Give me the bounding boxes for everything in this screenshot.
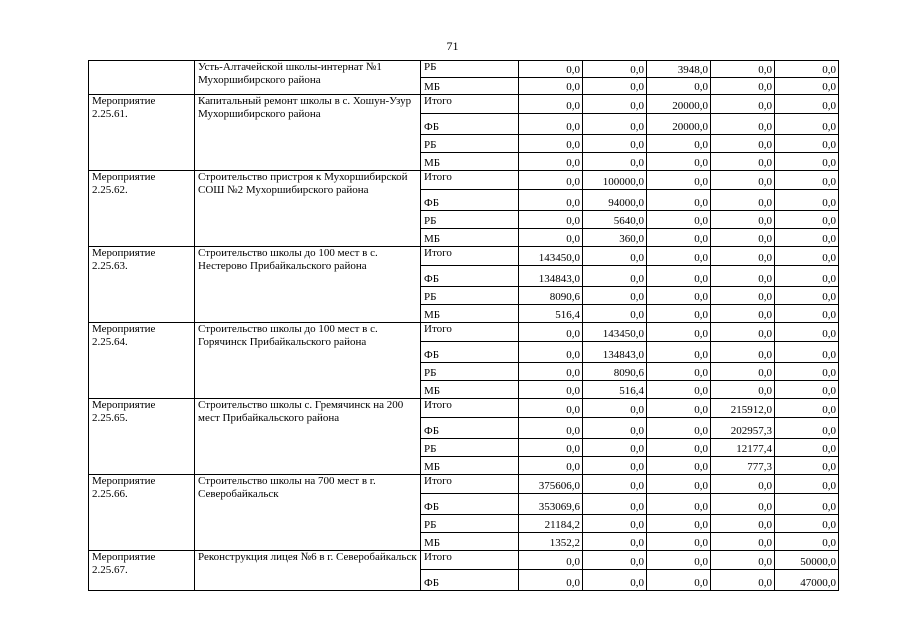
amount-cell-year-4: 0,0 — [711, 570, 775, 591]
amount-cell-year-2: 0,0 — [583, 135, 647, 153]
amount-cell-year-3: 0,0 — [647, 494, 711, 515]
table-row — [89, 171, 839, 190]
measure-title: Строительство пристроя к Мухоршибирской СОШ №2 Мухоршибирского района — [195, 171, 421, 247]
amount-cell-year-1: 8090,6 — [519, 287, 583, 305]
funding-source: МБ — [421, 229, 519, 247]
table-row — [89, 399, 839, 418]
amount-cell-year-4: 0,0 — [711, 381, 775, 399]
amount-cell-year-2: 0,0 — [583, 551, 647, 570]
funding-source: МБ — [421, 305, 519, 323]
funding-source: РБ — [421, 363, 519, 381]
funding-source: Итого — [421, 247, 519, 266]
funding-source: МБ — [421, 381, 519, 399]
amount-cell-year-1: 21184,2 — [519, 515, 583, 533]
amount-cell-year-4: 0,0 — [711, 190, 775, 211]
amount-cell-year-5: 0,0 — [775, 171, 839, 190]
funding-source: Итого — [421, 171, 519, 190]
measure-title: Строительство школы до 100 мест в с. Горячинск Прибайкальского района — [195, 323, 421, 399]
amount-cell-year-3: 20000,0 — [647, 95, 711, 114]
amount-cell-year-3: 0,0 — [647, 266, 711, 287]
measure-id: Мероприятие 2.25.65. — [89, 399, 195, 475]
funding-source: МБ — [421, 457, 519, 475]
measure-id: Мероприятие 2.25.61. — [89, 95, 195, 171]
amount-cell-year-2: 0,0 — [583, 457, 647, 475]
amount-cell-year-4: 777,3 — [711, 457, 775, 475]
funding-source: Итого — [421, 95, 519, 114]
amount-cell-year-1: 0,0 — [519, 570, 583, 591]
funding-source: Итого — [421, 399, 519, 418]
amount-cell-year-2: 134843,0 — [583, 342, 647, 363]
amount-cell-year-4: 0,0 — [711, 515, 775, 533]
amount-cell-year-3: 20000,0 — [647, 114, 711, 135]
amount-cell-year-4: 0,0 — [711, 323, 775, 342]
amount-cell-year-1: 0,0 — [519, 363, 583, 381]
amount-cell-year-1: 0,0 — [519, 551, 583, 570]
amount-cell-year-2: 0,0 — [583, 570, 647, 591]
amount-cell-year-2: 0,0 — [583, 287, 647, 305]
funding-source: РБ — [421, 515, 519, 533]
amount-cell-year-4: 0,0 — [711, 551, 775, 570]
table-row — [89, 247, 839, 266]
amount-cell-year-1: 0,0 — [519, 153, 583, 171]
amount-cell-year-5: 0,0 — [775, 153, 839, 171]
table-row — [89, 475, 839, 494]
amount-cell-year-5: 0,0 — [775, 305, 839, 323]
amount-cell-year-2: 0,0 — [583, 305, 647, 323]
amount-cell-year-5: 0,0 — [775, 247, 839, 266]
amount-cell-year-4: 215912,0 — [711, 399, 775, 418]
amount-cell-year-2: 0,0 — [583, 494, 647, 515]
amount-cell-year-5: 0,0 — [775, 229, 839, 247]
amount-cell-year-1: 0,0 — [519, 323, 583, 342]
funding-source: МБ — [421, 533, 519, 551]
amount-cell-year-1: 0,0 — [519, 95, 583, 114]
amount-cell-year-1: 353069,6 — [519, 494, 583, 515]
amount-cell-year-4: 0,0 — [711, 171, 775, 190]
amount-cell-year-5: 0,0 — [775, 515, 839, 533]
amount-cell-year-2: 0,0 — [583, 153, 647, 171]
amount-cell-year-3: 0,0 — [647, 381, 711, 399]
table-row — [89, 95, 839, 114]
amount-cell-year-3: 0,0 — [647, 551, 711, 570]
measure-id: Мероприятие 2.25.66. — [89, 475, 195, 551]
measure-id: Мероприятие 2.25.64. — [89, 323, 195, 399]
amount-cell-year-1: 0,0 — [519, 439, 583, 457]
amount-cell-year-5: 0,0 — [775, 323, 839, 342]
funding-source: МБ — [421, 153, 519, 171]
amount-cell-year-1: 0,0 — [519, 78, 583, 95]
amount-cell-year-4: 0,0 — [711, 363, 775, 381]
amount-cell-year-3: 0,0 — [647, 305, 711, 323]
amount-cell-year-1: 0,0 — [519, 171, 583, 190]
amount-cell-year-3: 0,0 — [647, 515, 711, 533]
amount-cell-year-2: 0,0 — [583, 399, 647, 418]
amount-cell-year-4: 0,0 — [711, 153, 775, 171]
amount-cell-year-1: 0,0 — [519, 381, 583, 399]
amount-cell-year-2: 0,0 — [583, 418, 647, 439]
table-row — [89, 323, 839, 342]
amount-cell-year-1: 0,0 — [519, 211, 583, 229]
amount-cell-year-3: 0,0 — [647, 153, 711, 171]
amount-cell-year-4: 0,0 — [711, 78, 775, 95]
amount-cell-year-1: 0,0 — [519, 135, 583, 153]
amount-cell-year-1: 375606,0 — [519, 475, 583, 494]
amount-cell-year-5: 0,0 — [775, 533, 839, 551]
amount-cell-year-4: 0,0 — [711, 342, 775, 363]
amount-cell-year-2: 0,0 — [583, 439, 647, 457]
amount-cell-year-1: 0,0 — [519, 399, 583, 418]
budget-table — [88, 60, 839, 591]
amount-cell-year-3: 3948,0 — [647, 61, 711, 78]
measure-id: Мероприятие 2.25.62. — [89, 171, 195, 247]
amount-cell-year-4: 0,0 — [711, 266, 775, 287]
measure-title: Капитальный ремонт школы в с. Хошун-Узур Мухоршибирского района — [195, 95, 421, 171]
funding-source: РБ — [421, 211, 519, 229]
amount-cell-year-5: 0,0 — [775, 342, 839, 363]
funding-source: ФБ — [421, 342, 519, 363]
amount-cell-year-5: 0,0 — [775, 287, 839, 305]
amount-cell-year-1: 0,0 — [519, 457, 583, 475]
amount-cell-year-5: 47000,0 — [775, 570, 839, 591]
amount-cell-year-3: 0,0 — [647, 287, 711, 305]
page-number: 71 — [446, 39, 459, 53]
amount-cell-year-3: 0,0 — [647, 171, 711, 190]
funding-source: ФБ — [421, 190, 519, 211]
amount-cell-year-4: 0,0 — [711, 61, 775, 78]
amount-cell-year-2: 0,0 — [583, 95, 647, 114]
amount-cell-year-5: 0,0 — [775, 475, 839, 494]
amount-cell-year-2: 0,0 — [583, 515, 647, 533]
amount-cell-year-5: 0,0 — [775, 381, 839, 399]
funding-source: МБ — [421, 78, 519, 95]
amount-cell-year-1: 0,0 — [519, 418, 583, 439]
amount-cell-year-3: 0,0 — [647, 475, 711, 494]
table-row — [89, 551, 839, 570]
amount-cell-year-2: 0,0 — [583, 266, 647, 287]
amount-cell-year-3: 0,0 — [647, 457, 711, 475]
table-row — [89, 61, 839, 78]
amount-cell-year-5: 0,0 — [775, 399, 839, 418]
amount-cell-year-3: 0,0 — [647, 418, 711, 439]
amount-cell-year-3: 0,0 — [647, 247, 711, 266]
amount-cell-year-1: 0,0 — [519, 342, 583, 363]
amount-cell-year-5: 0,0 — [775, 135, 839, 153]
measure-title: Усть-Алтачейской школы-интернат №1 Мухоршибирского района — [195, 61, 421, 95]
amount-cell-year-5: 0,0 — [775, 78, 839, 95]
amount-cell-year-4: 0,0 — [711, 211, 775, 229]
amount-cell-year-2: 5640,0 — [583, 211, 647, 229]
amount-cell-year-2: 516,4 — [583, 381, 647, 399]
amount-cell-year-4: 0,0 — [711, 247, 775, 266]
amount-cell-year-2: 0,0 — [583, 247, 647, 266]
amount-cell-year-3: 0,0 — [647, 78, 711, 95]
amount-cell-year-4: 0,0 — [711, 95, 775, 114]
amount-cell-year-3: 0,0 — [647, 229, 711, 247]
amount-cell-year-2: 0,0 — [583, 533, 647, 551]
funding-source: РБ — [421, 61, 519, 78]
amount-cell-year-5: 0,0 — [775, 494, 839, 515]
amount-cell-year-5: 0,0 — [775, 114, 839, 135]
amount-cell-year-2: 0,0 — [583, 475, 647, 494]
amount-cell-year-2: 143450,0 — [583, 323, 647, 342]
funding-source: ФБ — [421, 570, 519, 591]
amount-cell-year-2: 100000,0 — [583, 171, 647, 190]
funding-source: РБ — [421, 439, 519, 457]
funding-source: ФБ — [421, 266, 519, 287]
funding-source: Итого — [421, 551, 519, 570]
amount-cell-year-4: 0,0 — [711, 475, 775, 494]
amount-cell-year-5: 0,0 — [775, 190, 839, 211]
amount-cell-year-1: 516,4 — [519, 305, 583, 323]
amount-cell-year-5: 0,0 — [775, 439, 839, 457]
funding-source: ФБ — [421, 114, 519, 135]
amount-cell-year-4: 0,0 — [711, 135, 775, 153]
amount-cell-year-5: 0,0 — [775, 457, 839, 475]
amount-cell-year-3: 0,0 — [647, 323, 711, 342]
amount-cell-year-1: 0,0 — [519, 61, 583, 78]
measure-id: Мероприятие 2.25.63. — [89, 247, 195, 323]
amount-cell-year-3: 0,0 — [647, 399, 711, 418]
amount-cell-year-4: 0,0 — [711, 305, 775, 323]
funding-source: Итого — [421, 323, 519, 342]
amount-cell-year-5: 0,0 — [775, 95, 839, 114]
amount-cell-year-1: 0,0 — [519, 229, 583, 247]
amount-cell-year-2: 94000,0 — [583, 190, 647, 211]
amount-cell-year-2: 360,0 — [583, 229, 647, 247]
amount-cell-year-4: 0,0 — [711, 229, 775, 247]
amount-cell-year-5: 0,0 — [775, 211, 839, 229]
amount-cell-year-2: 0,0 — [583, 114, 647, 135]
amount-cell-year-5: 0,0 — [775, 61, 839, 78]
amount-cell-year-3: 0,0 — [647, 342, 711, 363]
measure-title: Строительство школы на 700 мест в г. Северобайкальск — [195, 475, 421, 551]
amount-cell-year-3: 0,0 — [647, 363, 711, 381]
amount-cell-year-3: 0,0 — [647, 135, 711, 153]
amount-cell-year-4: 0,0 — [711, 533, 775, 551]
funding-source: РБ — [421, 135, 519, 153]
amount-cell-year-4: 0,0 — [711, 114, 775, 135]
measure-id: Мероприятие 2.25.67. — [89, 551, 195, 591]
amount-cell-year-5: 0,0 — [775, 418, 839, 439]
amount-cell-year-1: 1352,2 — [519, 533, 583, 551]
amount-cell-year-5: 50000,0 — [775, 551, 839, 570]
amount-cell-year-1: 0,0 — [519, 114, 583, 135]
amount-cell-year-3: 0,0 — [647, 533, 711, 551]
amount-cell-year-2: 0,0 — [583, 78, 647, 95]
funding-source: Итого — [421, 475, 519, 494]
amount-cell-year-4: 202957,3 — [711, 418, 775, 439]
measure-title: Реконструкция лицея №6 в г. Северобайкальск — [195, 551, 421, 591]
amount-cell-year-2: 8090,6 — [583, 363, 647, 381]
amount-cell-year-5: 0,0 — [775, 266, 839, 287]
amount-cell-year-1: 134843,0 — [519, 266, 583, 287]
funding-source: ФБ — [421, 418, 519, 439]
funding-source: РБ — [421, 287, 519, 305]
amount-cell-year-5: 0,0 — [775, 363, 839, 381]
amount-cell-year-3: 0,0 — [647, 439, 711, 457]
amount-cell-year-4: 12177,4 — [711, 439, 775, 457]
amount-cell-year-3: 0,0 — [647, 570, 711, 591]
amount-cell-year-3: 0,0 — [647, 190, 711, 211]
measure-title: Строительство школы с. Гремячинск на 200 мест Прибайкальского района — [195, 399, 421, 475]
amount-cell-year-1: 143450,0 — [519, 247, 583, 266]
amount-cell-year-3: 0,0 — [647, 211, 711, 229]
measure-id — [89, 61, 195, 95]
measure-title: Строительство школы до 100 мест в с. Нестерово Прибайкальского района — [195, 247, 421, 323]
amount-cell-year-4: 0,0 — [711, 287, 775, 305]
amount-cell-year-1: 0,0 — [519, 190, 583, 211]
funding-source: ФБ — [421, 494, 519, 515]
amount-cell-year-4: 0,0 — [711, 494, 775, 515]
amount-cell-year-2: 0,0 — [583, 61, 647, 78]
